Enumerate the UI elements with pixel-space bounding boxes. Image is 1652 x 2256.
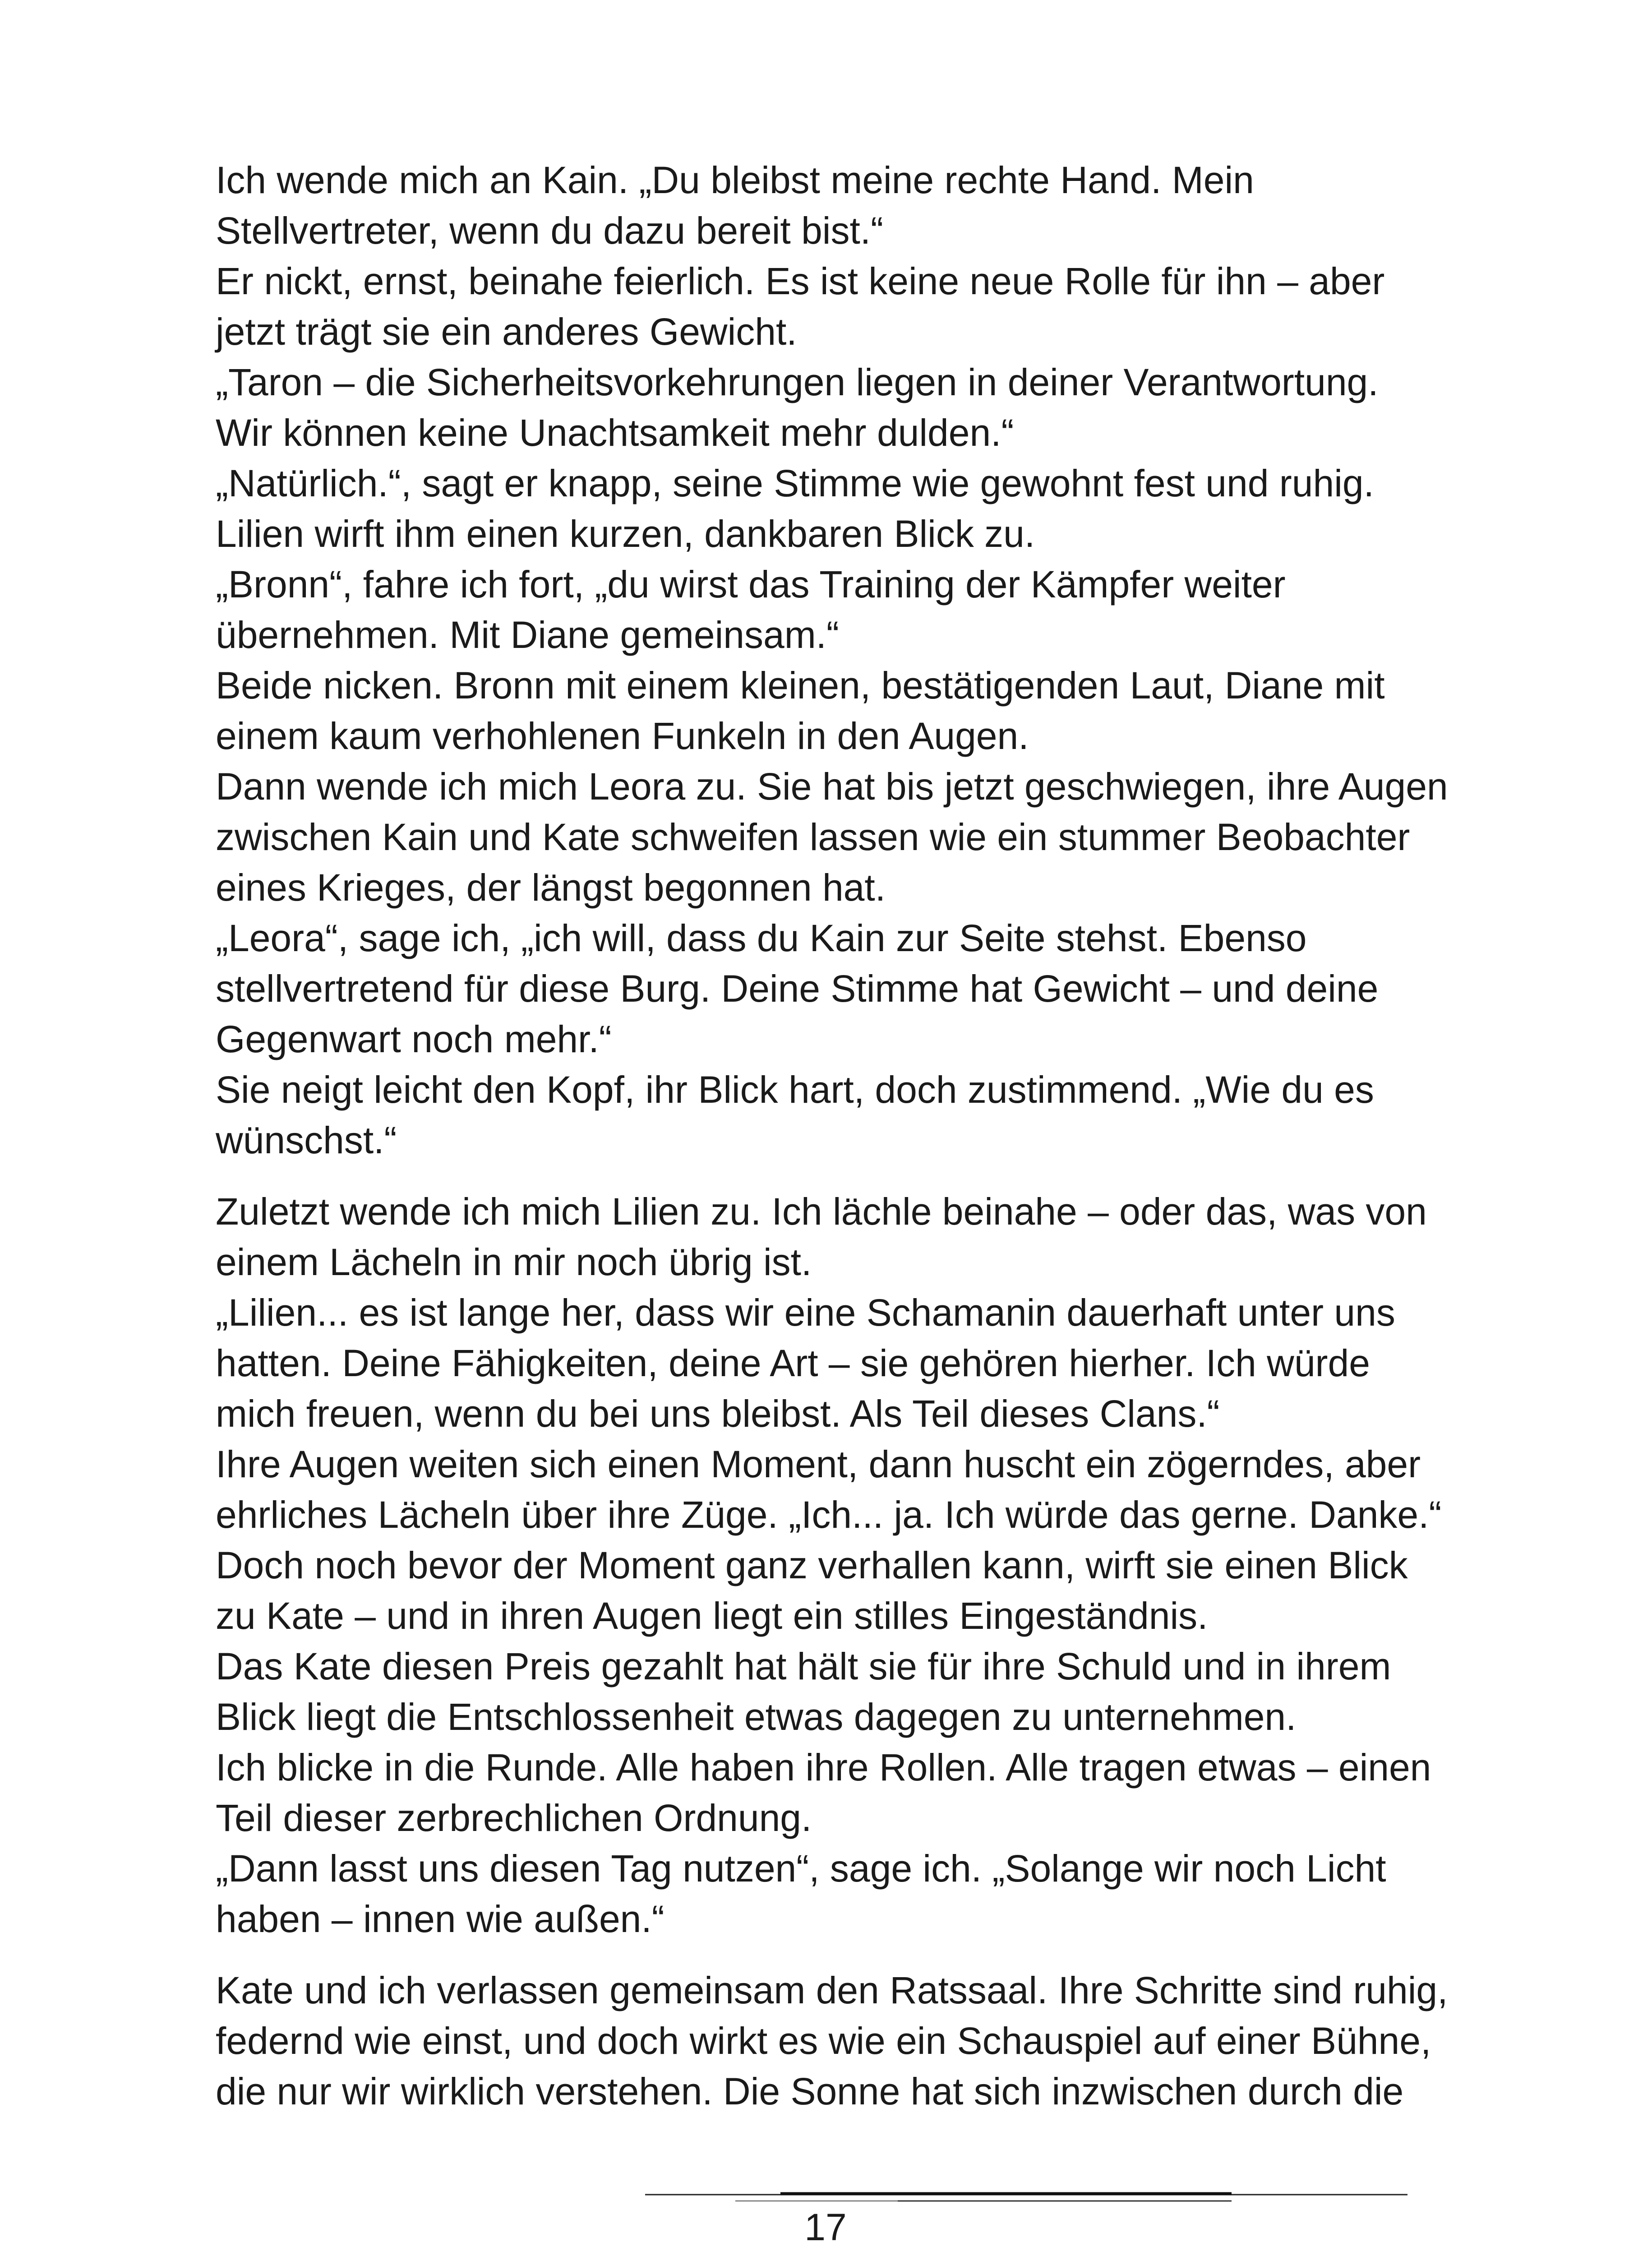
text-line: Blick liegt die Entschlossenheit etwas dagegen zu unternehmen. [216,1696,1297,1738]
text-line: Das Kate diesen Preis gezahlt hat hält sie für ihre Schuld und in ihrem [216,1645,1391,1687]
text-line: stellvertretend für diese Burg. Deine Stimme hat Gewicht – und deine [216,967,1379,1010]
text-line: Sie neigt leicht den Kopf, ihr Blick hart, doch zustimmend. „Wie du es [216,1068,1374,1111]
text-line: haben – innen wie außen.“ [216,1898,664,1940]
text-line: Ich wende mich an Kain. „Du bleibst meine rechte Hand. Mein [216,159,1254,201]
text-line: Gegenwart noch mehr.“ [216,1018,612,1060]
text-line: hatten. Deine Fähigkeiten, deine Art – sie gehören hierher. Ich würde [216,1342,1370,1384]
text-line: wünschst.“ [216,1119,397,1161]
text-line: Teil dieser zerbrechlichen Ordnung. [216,1797,812,1839]
paragraph [216,155,1461,1165]
text-line: einem kaum verhohlenen Funkeln in den Augen. [216,715,1029,757]
text-line: ehrliches Lächeln über ihre Züge. „Ich... ja. Ich würde das gerne. Danke.“ [216,1493,1442,1536]
text-line: Doch noch bevor der Moment ganz verhallen kann, wirft sie einen Blick [216,1544,1408,1586]
text-line: Zuletzt wende ich mich Lilien zu. Ich lächle beinahe – oder das, was von [216,1190,1427,1233]
text-line: zu Kate – und in ihren Augen liegt ein stilles Eingeständnis. [216,1595,1208,1637]
text-line: „Taron – die Sicherheitsvorkehrungen liegen in deiner Verantwortung. [216,361,1379,403]
text-line: übernehmen. Mit Diane gemeinsam.“ [216,614,839,656]
paragraph [216,1186,1461,1944]
text-line: Wir können keine Unachtsamkeit mehr dulden.“ [216,411,1014,454]
text-line: Er nickt, ernst, beinahe feierlich. Es ist keine neue Rolle für ihn – aber [216,260,1385,302]
text-line: mich freuen, wenn du bei uns bleibst. Als Teil dieses Clans.“ [216,1392,1220,1435]
text-line: einem Lächeln in mir noch übrig ist. [216,1241,812,1283]
page-body [216,155,1461,2117]
text-line: die nur wir wirklich verstehen. Die Sonne hat sich inzwischen durch die [216,2070,1404,2113]
text-line: federnd wie einst, und doch wirkt es wie ein Schauspiel auf einer Bühne, [216,2020,1431,2062]
text-line: jetzt trägt sie ein anderes Gewicht. [216,310,797,353]
paragraph [216,1965,1461,2117]
text-line: „Lilien... es ist lange her, dass wir eine Schamanin dauerhaft unter uns [216,1291,1395,1334]
text-line: eines Krieges, der längst begonnen hat. [216,866,886,909]
text-line: Lilien wirft ihm einen kurzen, dankbaren Blick zu. [216,513,1035,555]
page-number: 17 [804,2206,847,2248]
text-line: Dann wende ich mich Leora zu. Sie hat bis jetzt geschwiegen, ihre Augen [216,765,1448,808]
text-line: Ihre Augen weiten sich einen Moment, dann huscht ein zögerndes, aber [216,1443,1421,1485]
text-line: „Natürlich.“, sagt er knapp, seine Stimme wie gewohnt fest und ruhig. [216,462,1374,504]
text-line: Beide nicken. Bronn mit einem kleinen, bestätigenden Laut, Diane mit [216,664,1385,707]
text-line: zwischen Kain und Kate schweifen lassen wie ein stummer Beobachter [216,816,1410,858]
text-line: Ich blicke in die Runde. Alle haben ihre Rollen. Alle tragen etwas – einen [216,1746,1431,1789]
text-line: „Dann lasst uns diesen Tag nutzen“, sage ich. „Solange wir noch Licht [216,1847,1386,1890]
text-line: „Bronn“, fahre ich fort, „du wirst das Training der Kämpfer weiter [216,563,1286,606]
text-line: „Leora“, sage ich, „ich will, dass du Kain zur Seite stehst. Ebenso [216,917,1307,959]
text-line: Stellvertreter, wenn du dazu bereit bist.“ [216,209,884,252]
text-line: Kate und ich verlassen gemeinsam den Ratssaal. Ihre Schritte sind ruhig, [216,1969,1448,2011]
footer-divider [645,2188,1407,2206]
